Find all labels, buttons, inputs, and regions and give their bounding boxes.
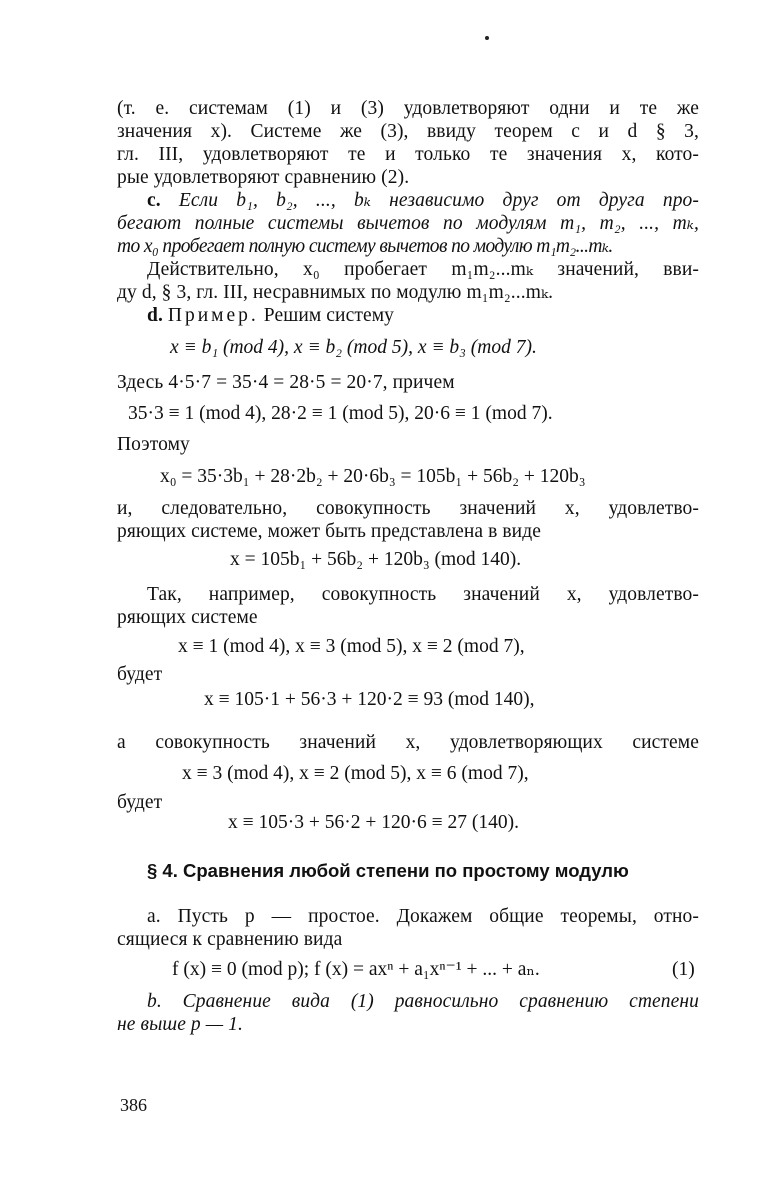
page-number: 386	[120, 1095, 147, 1115]
item-text: Решим систему	[263, 305, 395, 326]
text-line: a. Пусть p — простое. Докажем общие теоремы, отно-	[147, 906, 699, 927]
equation-system-2: x ≡ 1 (mod 4), x ≡ 3 (mod 5), x ≡ 2 (mod 7),	[178, 636, 525, 657]
text-line: Так, например, совокупность значений x, удовлетво-	[147, 584, 699, 605]
text-line: сящиеся к сравнению вида	[117, 929, 343, 950]
equation-system-1: x ≡ b₁ (mod 4), x ≡ b₂ (mod 5), x ≡ b₃ (mod 7).	[170, 337, 537, 358]
paragraph-b	[117, 990, 699, 1036]
equation-system-3: x ≡ 3 (mod 4), x ≡ 2 (mod 5), x ≡ 6 (mod 7),	[182, 763, 529, 784]
text-line: Здесь 4·5·7 = 35·4 = 28·5 = 20·7, причем	[117, 372, 455, 393]
text-line: ду d, § 3, гл. III, несравнимых по модулю m₁m₂...mₖ.	[117, 282, 554, 303]
text-line: не выше p — 1.	[117, 1014, 243, 1035]
paragraph-will-be-1	[117, 663, 699, 686]
spaced-word: Пример.	[167, 305, 259, 326]
theorem-text: Если b₁, b₂, ..., bₖ независимо друг от друга про-	[178, 190, 699, 211]
equation-general-solution: x = 105b₁ + 56b₂ + 120b₃ (mod 140).	[230, 549, 522, 570]
text-line: будет	[117, 792, 163, 813]
text-line: а совокупность значений x, удовлетворяющих системе	[117, 732, 699, 753]
paragraph-example-d	[117, 304, 699, 327]
text-line: рые удовлетворяют сравнению (2).	[117, 167, 410, 188]
text-line: b. Сравнение вида (1) равносильно сравнению степени	[147, 991, 699, 1012]
text-line: то x₀ пробегает полную систему вычетов по модулю m₁m₂...mₖ.	[117, 236, 613, 257]
paragraph-consequently	[117, 497, 699, 543]
text-line: и, следовательно, совокупность значений x, удовлетво-	[117, 498, 699, 519]
paragraph-systems	[117, 97, 699, 189]
text-line: Поэтому	[117, 434, 190, 455]
text-line: ряющих системе, может быть представлена в виде	[117, 521, 541, 542]
theorem-label: c.	[147, 190, 161, 211]
equation-x0: x₀ = 35·3b₁ + 28·2b₂ + 20·6b₃ = 105b₁ + 56b₂ + 120b₃	[160, 466, 586, 487]
paragraph-therefore	[117, 433, 699, 456]
paragraph-here	[117, 371, 699, 394]
equation-congruences: 35·3 ≡ 1 (mod 4), 28·2 ≡ 1 (mod 5), 20·6 ≡ 1 (mod 7).	[128, 403, 553, 424]
paragraph-and	[117, 731, 699, 754]
text-line: бегают полные системы вычетов по модулям m₁, m₂, ..., mₖ,	[117, 213, 699, 234]
section-heading: § 4. Сравнения любой степени по простому модулю	[147, 860, 629, 881]
text-line: Действительно, x₀ пробегает m₁m₂...mₖ значений, вви-	[147, 259, 699, 280]
paragraph-a	[117, 905, 699, 951]
equation-result-27: x ≡ 105·3 + 56·2 + 120·6 ≡ 27 (140).	[228, 812, 519, 833]
print-speck	[485, 36, 489, 40]
item-label: d.	[147, 305, 163, 326]
paragraph-proof	[117, 258, 699, 304]
text-line	[117, 304, 699, 327]
equation-result-93: x ≡ 105·1 + 56·3 + 120·2 ≡ 93 (mod 140),	[204, 689, 535, 710]
equation-polynomial: f (x) ≡ 0 (mod p); f (x) = axⁿ + a₁xⁿ⁻¹ + ... + aₙ.	[172, 959, 540, 980]
text-line: (т. е. системам (1) и (3) удовлетворяют одни и те же	[117, 98, 699, 119]
equation-number: (1)	[672, 959, 695, 980]
theorem-c	[117, 189, 699, 258]
text-line: ряющих системе	[117, 607, 258, 628]
text-line: гл. III, удовлетворяют те и только те значения x, кото-	[117, 144, 699, 165]
text-line: будет	[117, 664, 163, 685]
paragraph-example	[117, 583, 699, 629]
text-line: значения x). Системе же (3), ввиду теорем c и d § 3,	[117, 121, 699, 142]
text-line	[117, 189, 699, 212]
